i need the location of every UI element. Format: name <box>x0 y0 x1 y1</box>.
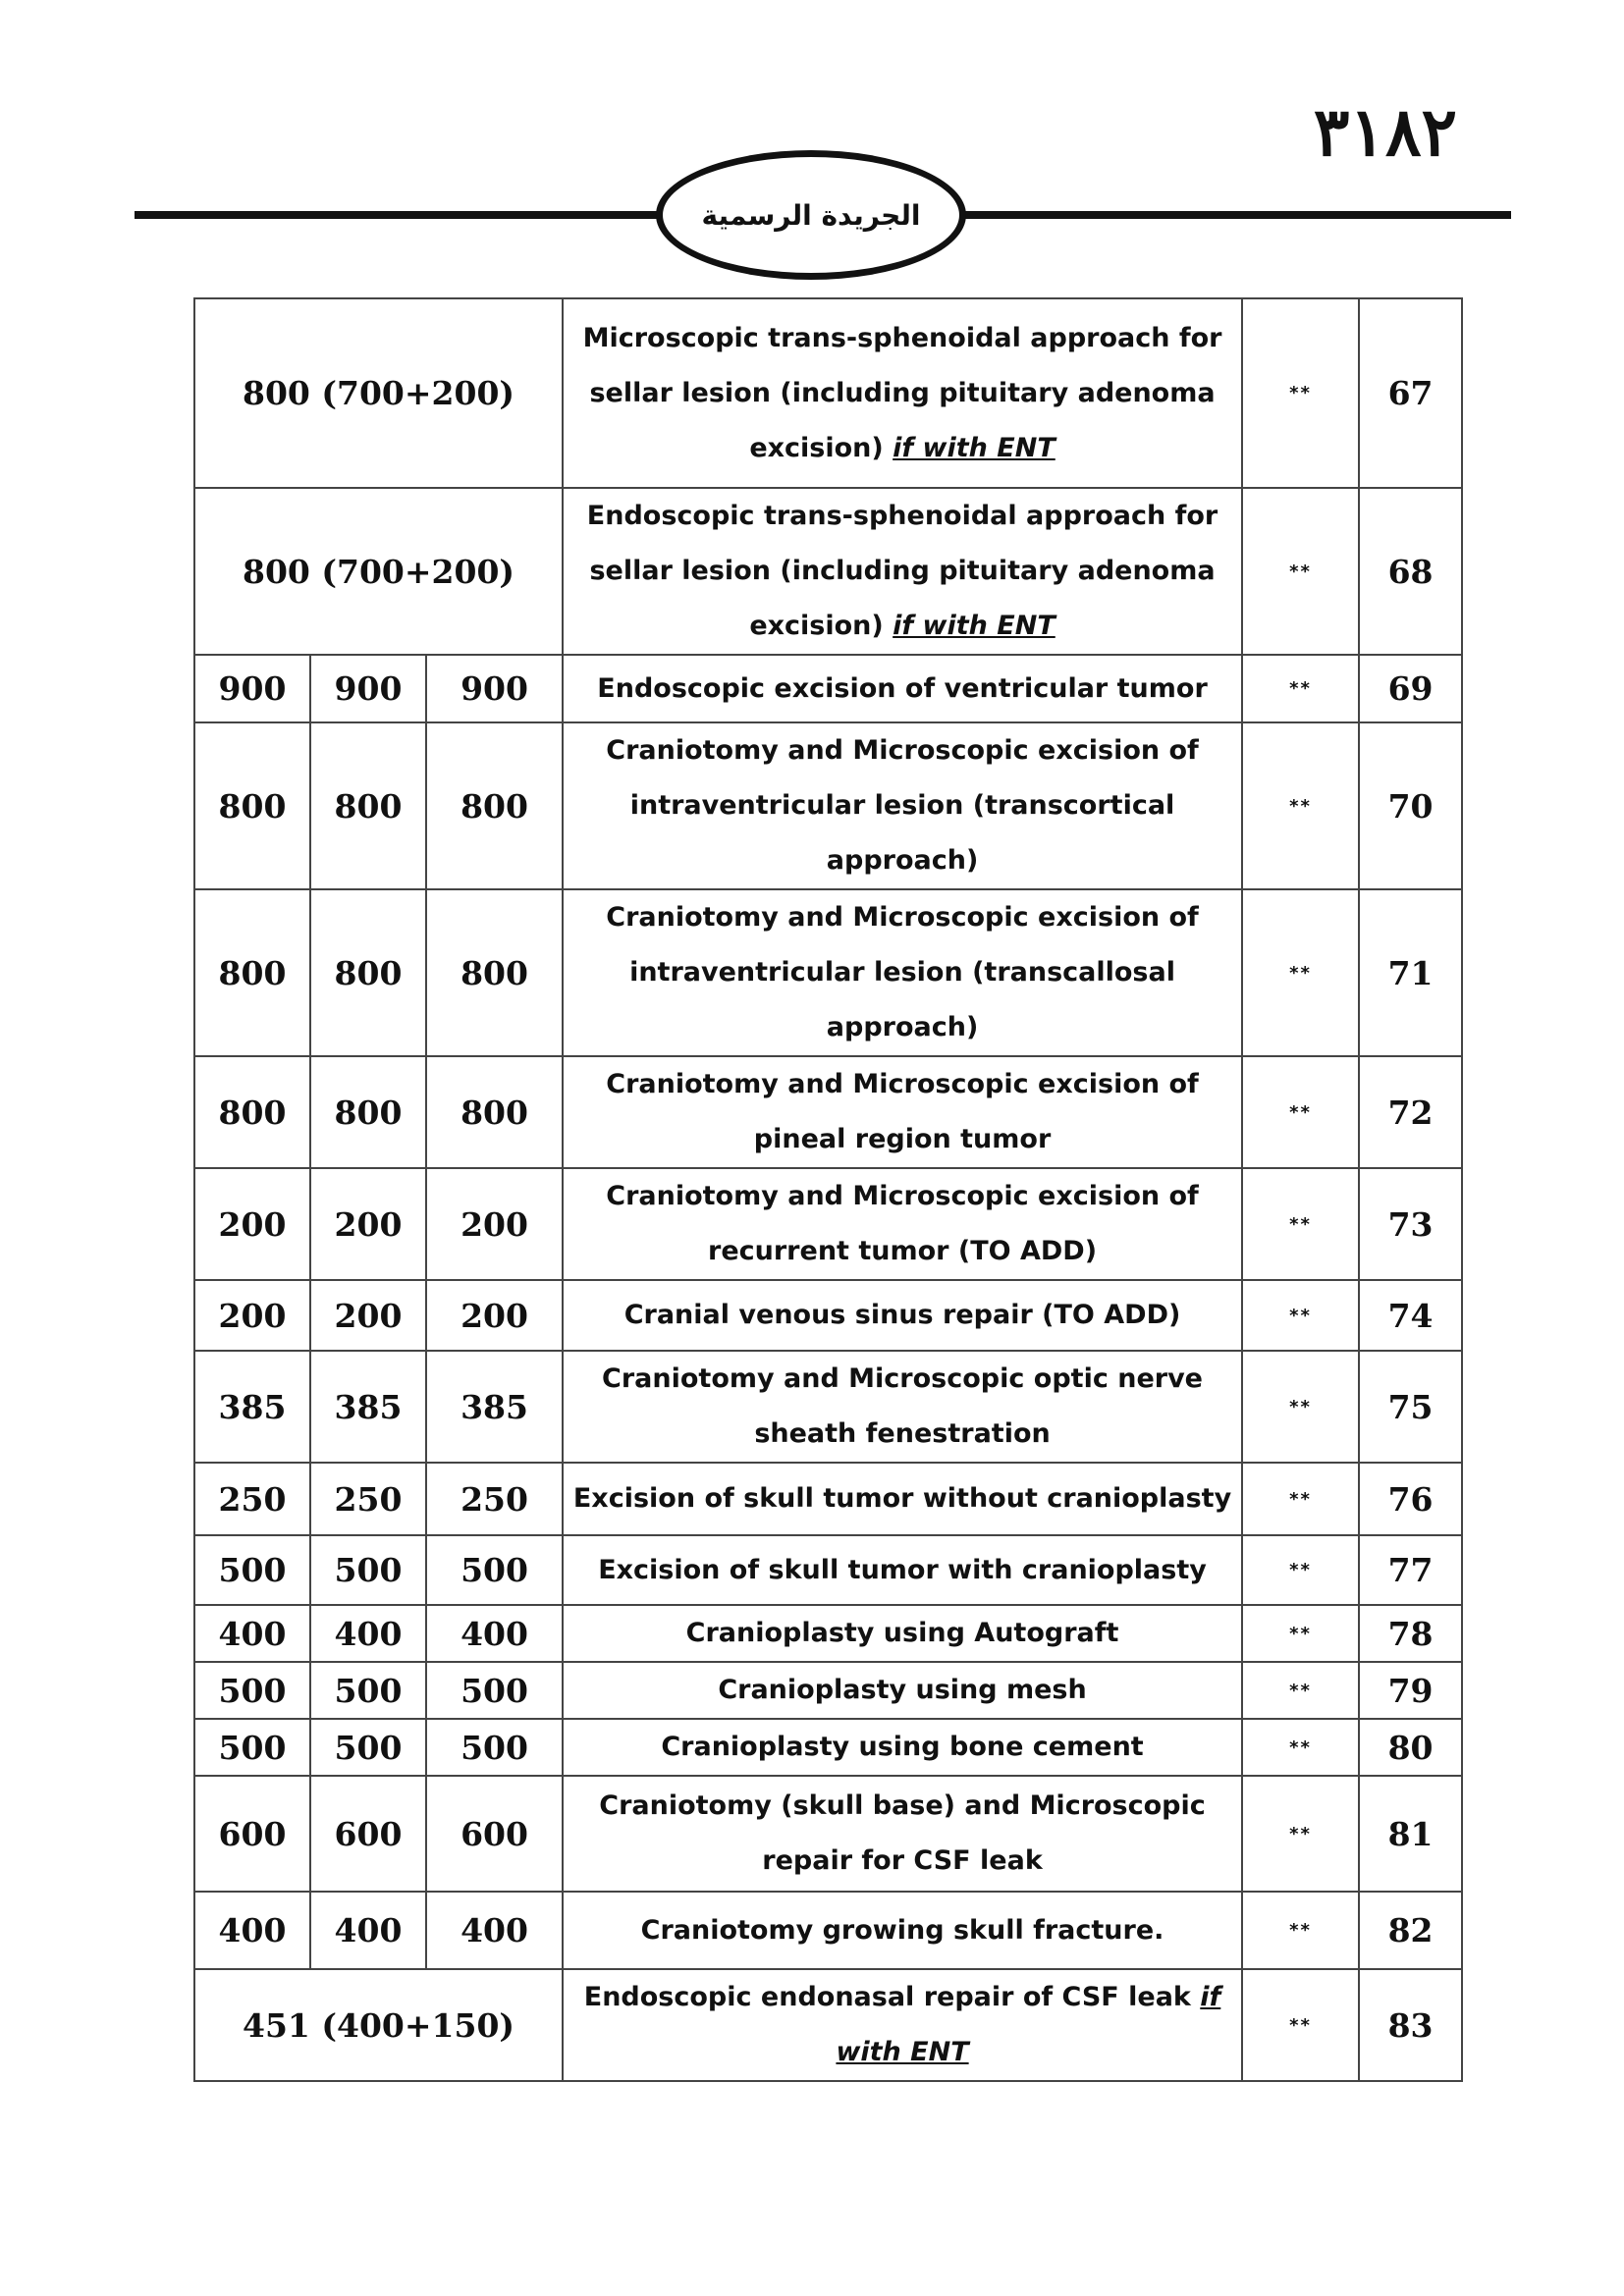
procedure-description: Excision of skull tumor with cranioplasty <box>563 1535 1242 1605</box>
item-number: 79 <box>1359 1662 1462 1719</box>
page-number: ٣١٨٢ <box>1313 93 1457 172</box>
mark: ** <box>1242 1463 1359 1535</box>
fee-cell: 385 <box>426 1351 563 1463</box>
item-number: 72 <box>1359 1056 1462 1168</box>
mark: ** <box>1242 1662 1359 1719</box>
procedure-description: Excision of skull tumor without cranioplasty <box>563 1463 1242 1535</box>
table-row <box>194 1056 1462 1168</box>
table-row <box>194 1168 1462 1280</box>
procedure-description: Craniotomy and Microscopic excision of intraventricular lesion (transcortical approach) <box>563 722 1242 889</box>
procedure-description: Craniotomy and Microscopic excision of pineal region tumor <box>563 1056 1242 1168</box>
fee-cell: 800 <box>194 889 310 1056</box>
procedure-description: Craniotomy and Microscopic optic nerve sheath fenestration <box>563 1351 1242 1463</box>
procedure-description: Endoscopic excision of ventricular tumor <box>563 655 1242 722</box>
table-row <box>194 1719 1462 1776</box>
mark: ** <box>1242 1719 1359 1776</box>
item-number: 83 <box>1359 1969 1462 2081</box>
ent-note: if with ENT <box>836 1982 1221 2067</box>
fee-cell: 500 <box>194 1535 310 1605</box>
fee-cell: 900 <box>310 655 426 722</box>
table-row <box>194 1605 1462 1662</box>
gazette-masthead <box>656 150 966 280</box>
procedure-description: Cranioplasty using mesh <box>563 1662 1242 1719</box>
fee-table <box>193 297 1463 2082</box>
header-rule-left <box>135 211 665 219</box>
mark: ** <box>1242 1535 1359 1605</box>
item-number: 71 <box>1359 889 1462 1056</box>
procedure-description: Cranioplasty using Autograft <box>563 1605 1242 1662</box>
table-row <box>194 1280 1462 1351</box>
table-row <box>194 1351 1462 1463</box>
table-row <box>194 655 1462 722</box>
fee-cell: 400 <box>426 1892 563 1969</box>
mark: ** <box>1242 298 1359 488</box>
fee-cell: 800 <box>194 722 310 889</box>
mark: ** <box>1242 1892 1359 1969</box>
header-rule-right <box>957 211 1511 219</box>
mark: ** <box>1242 1351 1359 1463</box>
fee-cell: 800 <box>310 722 426 889</box>
fee-cell: 200 <box>194 1280 310 1351</box>
table-row <box>194 1535 1462 1605</box>
item-number: 73 <box>1359 1168 1462 1280</box>
item-number: 82 <box>1359 1892 1462 1969</box>
fee-cell: 500 <box>194 1662 310 1719</box>
mark: ** <box>1242 722 1359 889</box>
fee-cell: 200 <box>310 1280 426 1351</box>
mark: ** <box>1242 488 1359 655</box>
mark: ** <box>1242 1168 1359 1280</box>
item-number: 76 <box>1359 1463 1462 1535</box>
fee-cell: 500 <box>310 1662 426 1719</box>
fee-combined: 800 (700+200) <box>194 488 563 655</box>
ent-note: if with ENT <box>893 611 1056 641</box>
fee-cell: 600 <box>426 1776 563 1892</box>
fee-cell: 385 <box>310 1351 426 1463</box>
fee-cell: 250 <box>426 1463 563 1535</box>
table-row <box>194 1969 1462 2081</box>
item-number: 70 <box>1359 722 1462 889</box>
fee-cell: 800 <box>310 889 426 1056</box>
fee-cell: 250 <box>310 1463 426 1535</box>
fee-cell: 900 <box>426 655 563 722</box>
item-number: 75 <box>1359 1351 1462 1463</box>
table-row <box>194 889 1462 1056</box>
fee-cell: 500 <box>194 1719 310 1776</box>
fee-cell: 500 <box>426 1662 563 1719</box>
fee-cell: 600 <box>194 1776 310 1892</box>
fee-cell: 500 <box>310 1535 426 1605</box>
fee-cell: 800 <box>426 1056 563 1168</box>
gazette-name: الجريدة الرسمية <box>701 198 921 232</box>
fee-cell: 600 <box>310 1776 426 1892</box>
procedure-description: Cranial venous sinus repair (TO ADD) <box>563 1280 1242 1351</box>
fee-cell: 800 <box>426 722 563 889</box>
item-number: 69 <box>1359 655 1462 722</box>
ent-note: if with ENT <box>893 432 1056 463</box>
procedure-description: Craniotomy and Microscopic excision of recurrent tumor (TO ADD) <box>563 1168 1242 1280</box>
item-number: 81 <box>1359 1776 1462 1892</box>
fee-cell: 250 <box>194 1463 310 1535</box>
fee-cell: 900 <box>194 655 310 722</box>
mark: ** <box>1242 1280 1359 1351</box>
item-number: 78 <box>1359 1605 1462 1662</box>
fee-cell: 400 <box>426 1605 563 1662</box>
fee-cell: 800 <box>194 1056 310 1168</box>
table-row <box>194 1892 1462 1969</box>
fee-cell: 400 <box>310 1605 426 1662</box>
item-number: 80 <box>1359 1719 1462 1776</box>
procedure-description: Cranioplasty using bone cement <box>563 1719 1242 1776</box>
item-number: 74 <box>1359 1280 1462 1351</box>
fee-cell: 800 <box>310 1056 426 1168</box>
table-row <box>194 1776 1462 1892</box>
fee-cell: 200 <box>426 1280 563 1351</box>
fee-combined: 800 (700+200) <box>194 298 563 488</box>
procedure-description: Craniotomy (skull base) and Microscopic repair for CSF leak <box>563 1776 1242 1892</box>
procedure-description: Craniotomy growing skull fracture. <box>563 1892 1242 1969</box>
fee-cell: 500 <box>426 1719 563 1776</box>
mark: ** <box>1242 1605 1359 1662</box>
procedure-description: Microscopic trans-sphenoidal approach for sellar lesion (including pituitary adenoma excision) if with ENT <box>563 298 1242 488</box>
table-row <box>194 488 1462 655</box>
fee-cell: 385 <box>194 1351 310 1463</box>
table-row <box>194 1463 1462 1535</box>
table-row <box>194 1662 1462 1719</box>
mark: ** <box>1242 1056 1359 1168</box>
fee-cell: 400 <box>194 1892 310 1969</box>
fee-cell: 400 <box>310 1892 426 1969</box>
fee-cell: 200 <box>426 1168 563 1280</box>
fee-cell: 800 <box>426 889 563 1056</box>
fee-cell: 400 <box>194 1605 310 1662</box>
fee-cell: 500 <box>426 1535 563 1605</box>
procedure-description: Endoscopic trans-sphenoidal approach for sellar lesion (including pituitary adenoma excision) if with ENT <box>563 488 1242 655</box>
item-number: 67 <box>1359 298 1462 488</box>
procedure-description: Endoscopic endonasal repair of CSF leak if with ENT <box>563 1969 1242 2081</box>
table-row <box>194 722 1462 889</box>
fee-cell: 200 <box>310 1168 426 1280</box>
mark: ** <box>1242 1969 1359 2081</box>
mark: ** <box>1242 1776 1359 1892</box>
fee-combined: 451 (400+150) <box>194 1969 563 2081</box>
fee-cell: 200 <box>194 1168 310 1280</box>
item-number: 77 <box>1359 1535 1462 1605</box>
item-number: 68 <box>1359 488 1462 655</box>
mark: ** <box>1242 655 1359 722</box>
fee-cell: 500 <box>310 1719 426 1776</box>
procedure-description: Craniotomy and Microscopic excision of intraventricular lesion (transcallosal approach) <box>563 889 1242 1056</box>
mark: ** <box>1242 889 1359 1056</box>
table-row <box>194 298 1462 488</box>
